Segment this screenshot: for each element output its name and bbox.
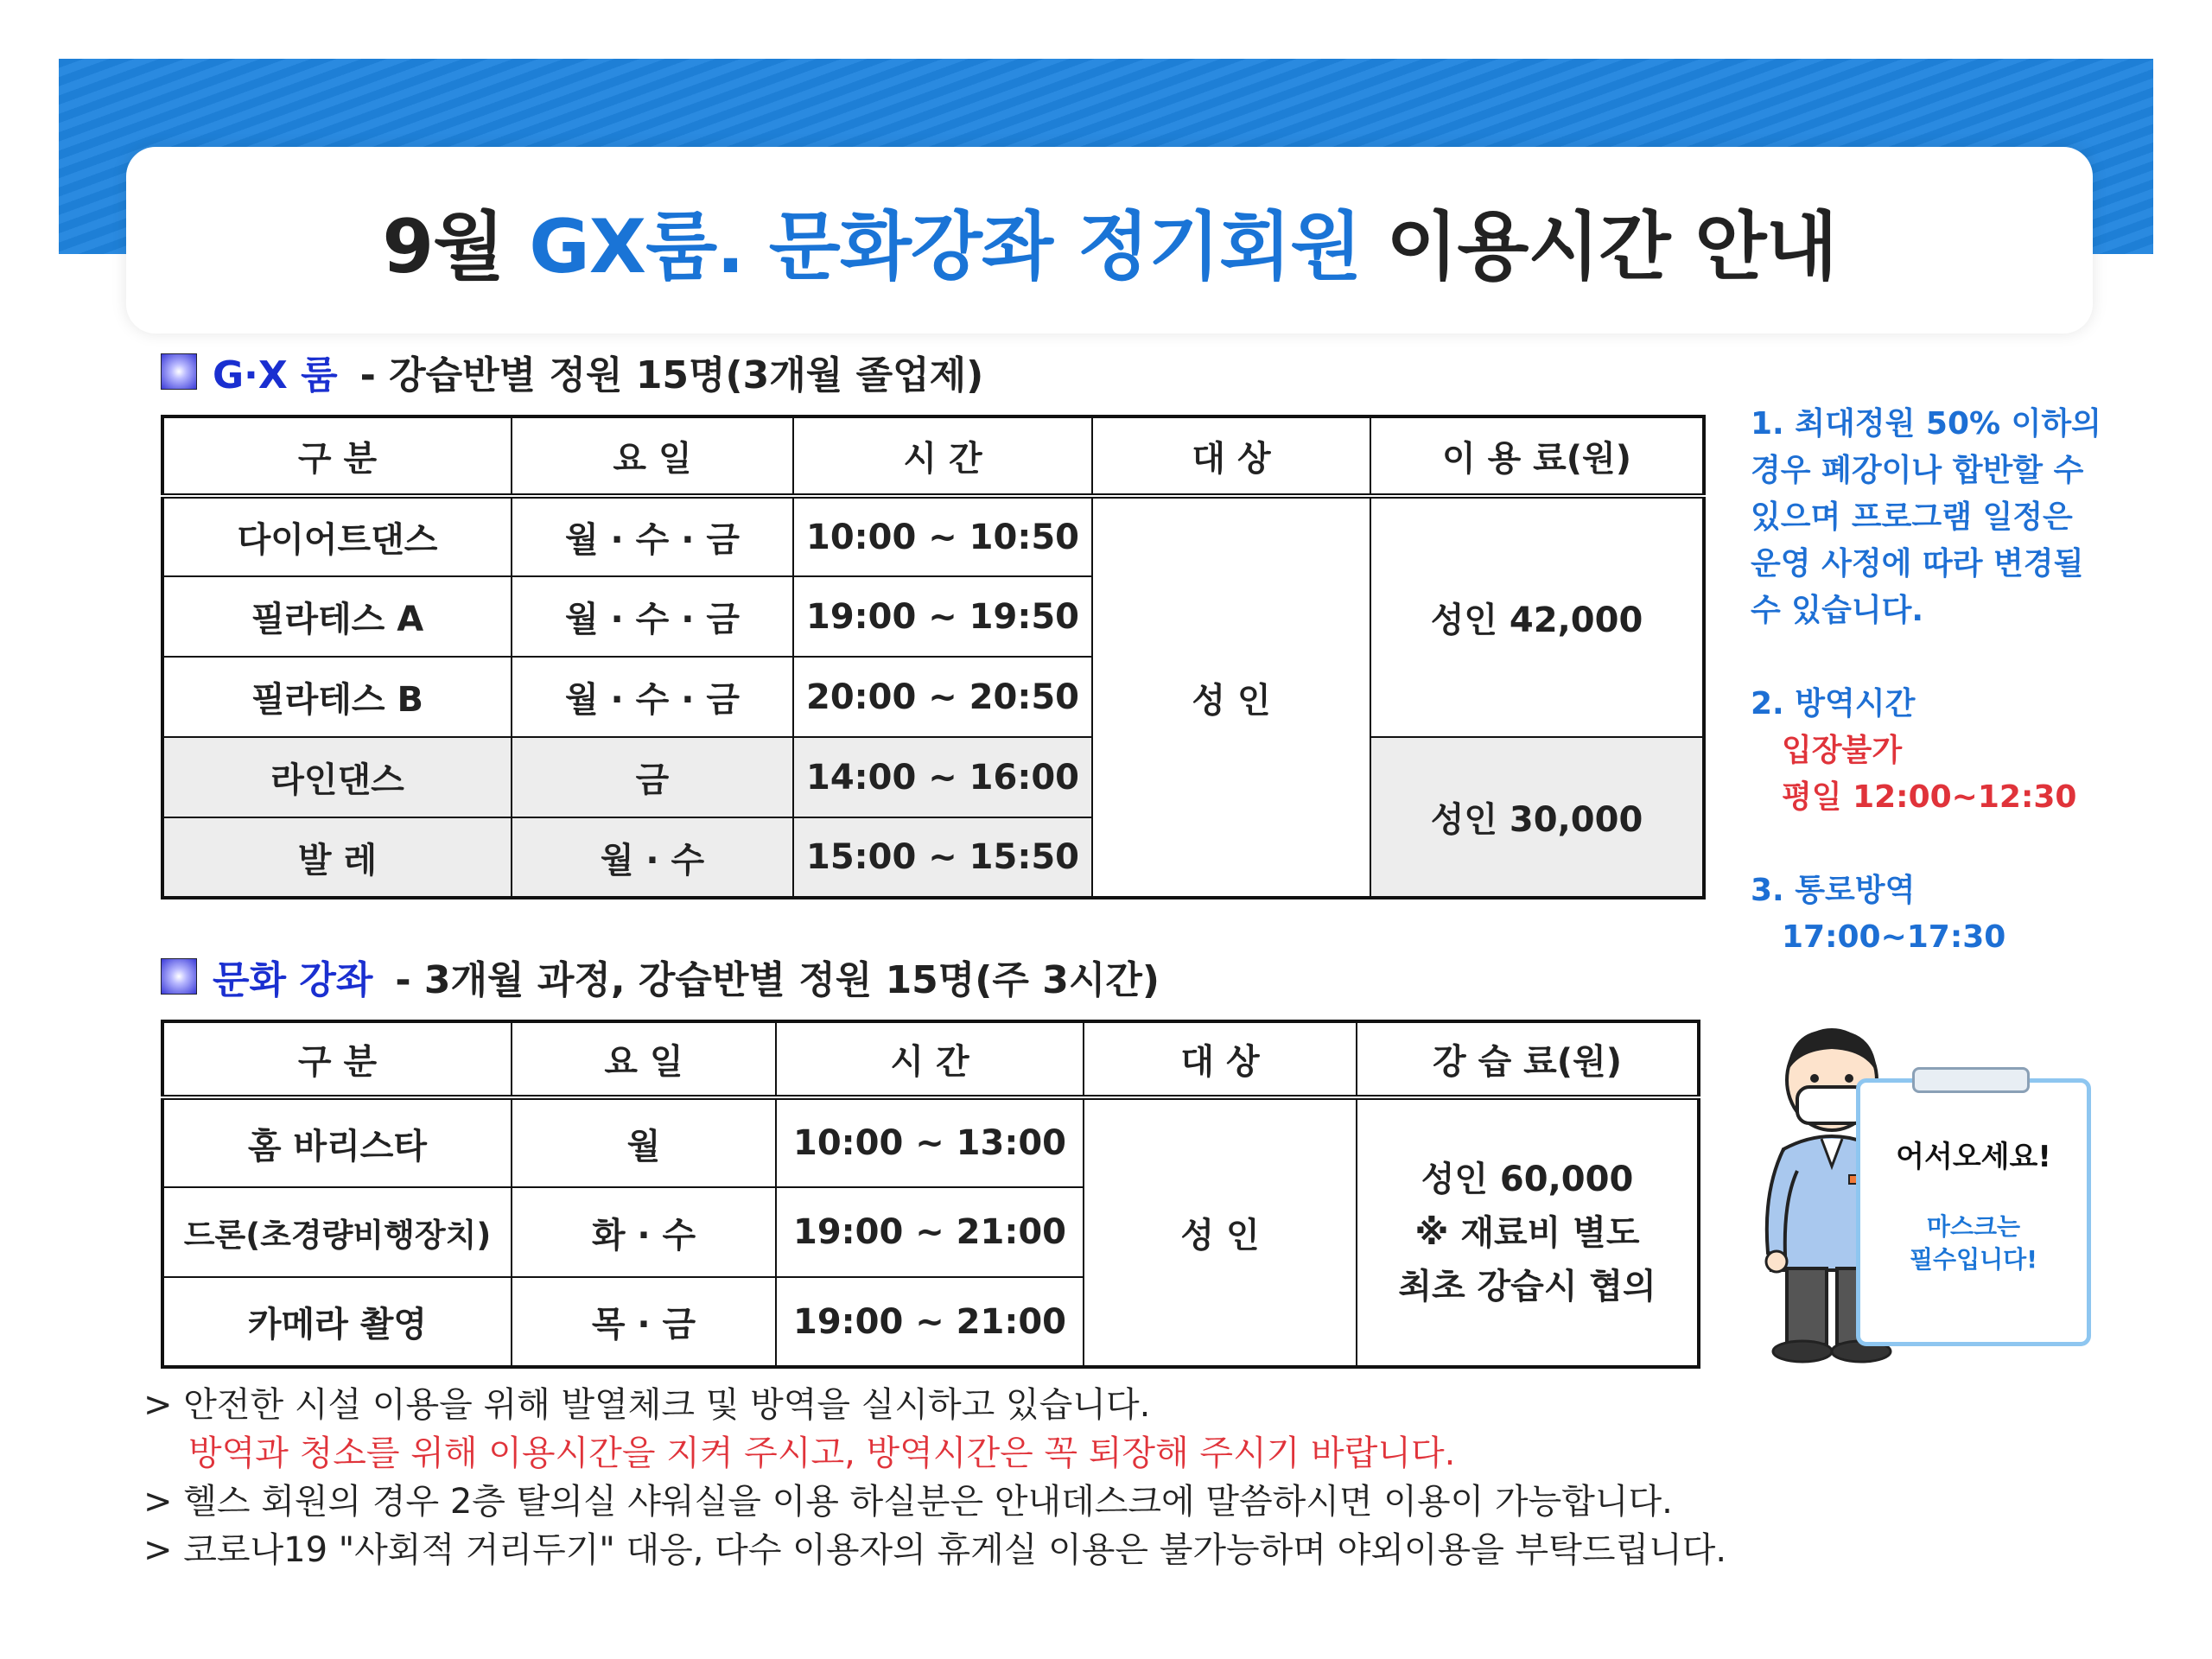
class-day: 월 · 수 · 금 xyxy=(512,496,793,576)
class-day: 목 · 금 xyxy=(512,1277,776,1367)
bottom-note-2: 방역과 청소를 위해 이용시간을 지켜 주시고, 방역시간은 꼭 퇴장해 주시기 바랍니다. xyxy=(188,1433,1456,1473)
welcome-signboard xyxy=(1856,1078,2091,1346)
culture-schedule-table xyxy=(161,1020,1700,1369)
gx-target: 성 인 xyxy=(1092,496,1370,898)
table-row xyxy=(162,496,1704,576)
gx-header-day: 요 일 xyxy=(512,416,793,496)
class-day: 월 xyxy=(512,1097,776,1187)
fee-line: 최초 강습시 협의 xyxy=(1398,1266,1656,1306)
class-name: 드론(초경량비행장치) xyxy=(162,1187,512,1277)
title-card xyxy=(126,147,2093,334)
title-rest: 이용시간 안내 xyxy=(1386,204,1837,290)
class-name: 필라테스 A xyxy=(162,576,512,657)
culture-header-target: 대 상 xyxy=(1084,1021,1357,1097)
bottom-note-4: > 코로나19 "사회적 거리두기" 대응, 다수 이용자의 휴게실 이용은 불가능하며 야외이용을 부탁드립니다. xyxy=(143,1530,1727,1570)
class-time: 15:00 ~ 15:50 xyxy=(793,817,1092,898)
bullet-square-icon xyxy=(161,353,197,390)
note-3-title: 3. 통로방역 xyxy=(1751,873,1916,908)
bottom-note-1: > 안전한 시설 이용을 위해 발열체크 및 방역을 실시하고 있습니다. xyxy=(143,1385,1151,1425)
culture-header-day: 요 일 xyxy=(512,1021,776,1097)
mask-line: 마스크는 xyxy=(1926,1212,2021,1241)
gx-header-target: 대 상 xyxy=(1092,416,1370,496)
culture-header-fee: 강 습 료(원) xyxy=(1357,1021,1699,1097)
title-month: 9월 xyxy=(382,204,505,290)
gx-header-fee: 이 용 료(원) xyxy=(1370,416,1704,496)
mask-notice xyxy=(1860,1211,2087,1276)
culture-fee xyxy=(1357,1097,1699,1367)
bottom-notes xyxy=(143,1381,1726,1574)
class-name: 발 레 xyxy=(162,817,512,898)
mascot-illustration xyxy=(1745,1020,2126,1365)
class-time: 20:00 ~ 20:50 xyxy=(793,657,1092,737)
culture-section-heading xyxy=(161,949,1160,1004)
page-title xyxy=(382,187,1836,294)
gx-schedule-table xyxy=(161,415,1706,899)
note-1-line: 수 있습니다. xyxy=(1751,593,1924,628)
class-name: 홈 바리스타 xyxy=(162,1097,512,1187)
class-name: 필라테스 B xyxy=(162,657,512,737)
mask-line: 필수입니다! xyxy=(1909,1245,2037,1274)
culture-section-name: 문화 강좌 xyxy=(213,958,373,1002)
welcome-text: 어서오세요! xyxy=(1896,1140,2051,1174)
culture-section-desc: - 3개월 과정, 강습반별 정원 15명(주 3시간) xyxy=(395,958,1160,1002)
class-day: 화 · 수 xyxy=(512,1187,776,1277)
gx-fee-2: 성인 30,000 xyxy=(1370,737,1704,898)
note-1-line: 1. 최대정원 50% 이하의 xyxy=(1751,406,2101,442)
gx-fee-1: 성인 42,000 xyxy=(1370,496,1704,737)
table-row xyxy=(162,1097,1699,1187)
class-time: 19:00 ~ 19:50 xyxy=(793,576,1092,657)
gx-section-desc: - 강습반별 정원 15명(3개월 졸업제) xyxy=(359,353,984,397)
note-1-line: 운영 사정에 따라 변경될 xyxy=(1751,546,2084,582)
bottom-note-3: > 헬스 회원의 경우 2층 탈의실 샤워실을 이용 하실분은 안내데스크에 말씀하시면 이용이 가능합니다. xyxy=(143,1482,1673,1522)
note-3-line: 17:00~17:30 xyxy=(1782,919,2006,955)
note-1-line: 경우 폐강이나 합반할 수 xyxy=(1751,453,2084,488)
note-2-title: 2. 방역시간 xyxy=(1751,686,1916,721)
clipboard-clip xyxy=(1912,1067,2030,1093)
class-time: 19:00 ~ 21:00 xyxy=(776,1187,1084,1277)
culture-target: 성 인 xyxy=(1084,1097,1357,1367)
class-name: 다이어트댄스 xyxy=(162,496,512,576)
class-name: 라인댄스 xyxy=(162,737,512,817)
class-time: 19:00 ~ 21:00 xyxy=(776,1277,1084,1367)
class-day: 월 · 수 xyxy=(512,817,793,898)
fee-line: 성인 60,000 xyxy=(1421,1159,1634,1199)
title-highlight: GX룸. 문화강좌 정기회원 xyxy=(529,204,1362,290)
class-time: 10:00 ~ 13:00 xyxy=(776,1097,1084,1187)
table-row xyxy=(162,737,1704,817)
gx-section-heading xyxy=(161,344,983,399)
class-time: 14:00 ~ 16:00 xyxy=(793,737,1092,817)
note-1-line: 있으며 프로그램 일정은 xyxy=(1751,499,2073,535)
fee-line: ※ 재료비 별도 xyxy=(1414,1212,1640,1253)
note-2-line: 평일 12:00~12:30 xyxy=(1782,779,2077,815)
class-time: 10:00 ~ 10:50 xyxy=(793,496,1092,576)
side-notes xyxy=(1751,401,2113,961)
gx-header-class: 구 분 xyxy=(162,416,512,496)
culture-header-time: 시 간 xyxy=(776,1021,1084,1097)
gx-header-time: 시 간 xyxy=(793,416,1092,496)
class-day: 월 · 수 · 금 xyxy=(512,657,793,737)
bullet-square-icon xyxy=(161,958,197,995)
class-name: 카메라 촬영 xyxy=(162,1277,512,1367)
class-day: 월 · 수 · 금 xyxy=(512,576,793,657)
gx-section-name: G·X 룸 xyxy=(213,353,338,397)
note-2-line: 입장불가 xyxy=(1782,733,1903,768)
class-day: 금 xyxy=(512,737,793,817)
culture-header-class: 구 분 xyxy=(162,1021,512,1097)
